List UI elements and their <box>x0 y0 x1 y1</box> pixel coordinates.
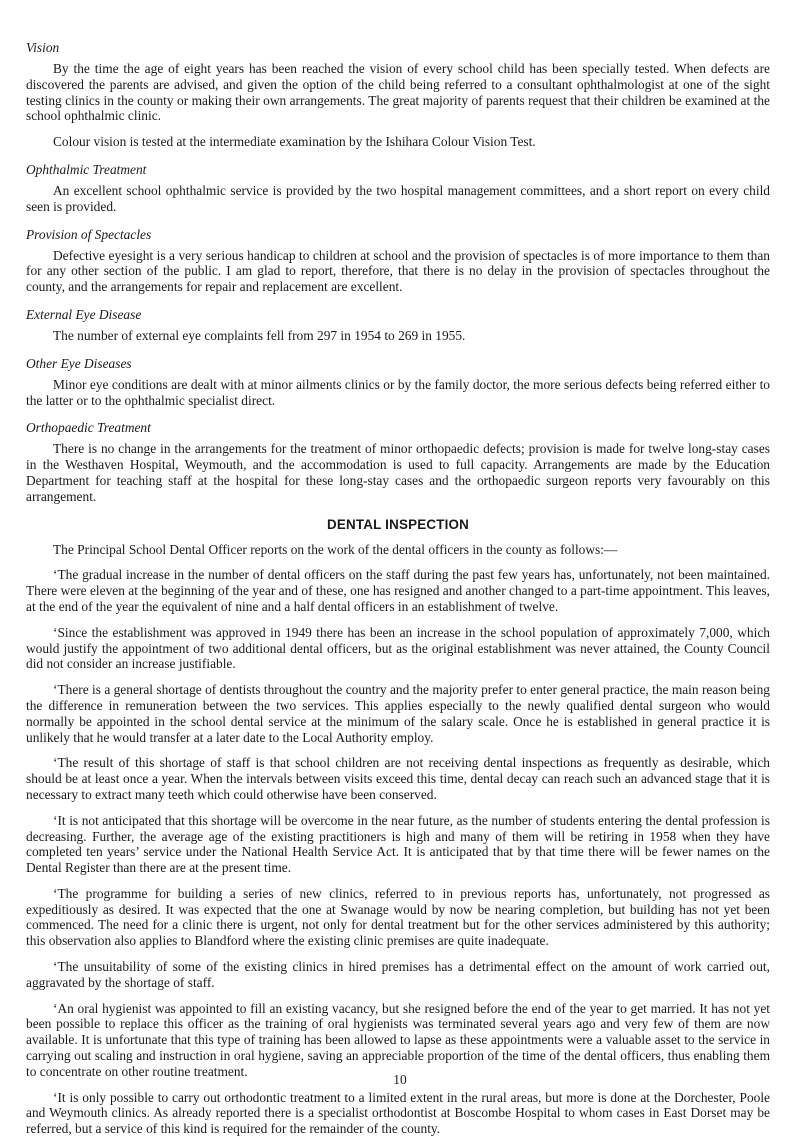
section-vision <box>26 40 770 150</box>
paragraph: ‘It is only possible to carry out orthodontic treatment to a limited extent in the rural areas, but more is done at the Dorchester, Poole and Weymouth clinics. As already reported there is a specialist orthodontist at Boscombe Hospital to whom cases in East Dorset may be referred, but a service of this kind is required for the remainder of the county. <box>26 1089 770 1137</box>
paragraph: ‘There is a general shortage of dentists throughout the country and the majority prefer to enter general practice, the main reason being the difference in remuneration between the two services. This applies especially to the newly qualified dental surgeon who would normally be appointed in the school dental service at the minimum of the salary scale. Once he is established in general practice it is unlikely that he would transfer at a later date to the Local Authority employ. <box>26 682 770 745</box>
page-number: 10 <box>393 1072 407 1087</box>
paragraph: The Principal School Dental Officer reports on the work of the dental officers in the county as follows:— <box>53 541 618 557</box>
paragraph: Defective eyesight is a very serious handicap to children at school and the provision of spectacles is of more importance to them than for any other section of the public. I am glad to report, therefore, that there is no delay in the provision of spectacles throughout the county, and the arrangements for repair and replacement are excellent. <box>26 247 770 295</box>
paragraph: ‘An oral hygienist was appointed to fill an existing vacancy, but she resigned before the end of the year to get married. It has not yet been possible to replace this officer as the training of oral hygienists was terminated several years ago and very few of them are now available. It is unfortunate that this type of training has been allowed to lapse as these appointments were a valuable asset to the service in carrying out scaling and instruction in oral hygiene, saving an appreciable proportion of the time of the dental officers, thus enabling them to concentrate on other routine treatment. <box>26 1000 770 1079</box>
dental-inspection-heading: DENTAL INSPECTION <box>326 516 470 532</box>
section-orthopaedic-treatment <box>26 420 770 504</box>
section-ophthalmic-treatment <box>26 162 770 215</box>
paragraph: The number of external eye complaints fell from 297 in 1954 to 269 in 1955. <box>53 327 466 343</box>
paragraph: ‘The result of this shortage of staff is that school children are not receiving dental inspections as frequently as desirable, which should be at least once a year. When the intervals between visits exceed this time, dental decay can reach such an advanced stage that it is necessary to extract many teeth which could otherwise have been conserved. <box>26 755 770 802</box>
paragraph: ‘The programme for building a series of new clinics, referred to in previous reports has, unfortunately, not progressed as expeditiously as desired. It was expected that the one at Swanage would by now be nearing completion, but building has not yet been commenced. The need for a clinic there is urgent, not only for dental treatment but for the other services administered by this authority; this observation also applies to Blandford where the existing clinic premises are quite inadequate. <box>26 885 770 949</box>
paragraph: There is no change in the arrangements for the treatment of minor orthopaedic defects; provision is made for twelve long-stay cases in the Westhaven Hospital, Weymouth, and the accommodation is used to full capacity. Arrangements are made by the Education Department for teaching staff at the hospital for these long-stay cases and the orthopaedic surgeon reports very favourably on this arrangement. <box>26 441 770 504</box>
section-heading: Other Eye Diseases <box>26 355 132 371</box>
section-heading: Orthopaedic Treatment <box>26 420 151 436</box>
section-other-eye-diseases <box>26 356 770 409</box>
paragraph: ‘It is not anticipated that this shortage will be overcome in the near future, as the number of students entering the dental profession is decreasing. Further, the average age of the existing practitioners is high and many of them will be retiring in 1958 when they have completed ten years’ service under the National Health Service Act. It is anticipated that by that time there will be fewer names on the Dental Register than there are at the present time. <box>26 812 770 876</box>
section-heading: Vision <box>26 40 60 55</box>
paragraph: ‘Since the establishment was approved in 1949 there has been an increase in the school population of approximately 7,000, which would justify the appointment of two additional dental officers, but as the original establishment was never attained, the County Council did not consider an increase justifiable. <box>26 624 770 672</box>
section-heading: External Eye Disease <box>26 306 142 322</box>
section-dental-inspection <box>26 517 770 1137</box>
paragraph: ‘The unsuitability of some of the existing clinics in hired premises has a detrimental effect on the amount of work carried out, aggravated by the shortage of staff. <box>26 959 770 990</box>
paragraph: Minor eye conditions are dealt with at minor ailments clinics or by the family doctor, the more serious defects being referred either to the latter or to the ophthalmic specialist direct. <box>26 376 770 408</box>
section-heading: Provision of Spectacles <box>26 226 152 242</box>
paragraph: ‘The gradual increase in the number of dental officers on the staff during the past few years has, unfortunately, not been maintained. There were eleven at the beginning of the year and of these, one has resigned and another changed to a part-time appointment. This leaves, at the end of the year the equivalent of nine and a half dental officers in an establishment of twelve. <box>26 567 770 614</box>
section-heading: Ophthalmic Treatment <box>26 161 147 177</box>
section-provision-of-spectacles <box>26 227 770 295</box>
paragraph: Colour vision is tested at the intermediate examination by the Ishihara Colour Vision Test. <box>53 134 536 150</box>
paragraph: By the time the age of eight years has been reached the vision of every school child has been specially tested. When defects are discovered the parents are advised, and given the option of the child being referred to a consultant ophthalmologist at one of the sight testing clinics in the county or making their own arrangements. The great majority of parents request that their children be examined at the school ophthalmic clinic. <box>26 61 770 124</box>
paragraph: An excellent school ophthalmic service is provided by the two hospital management committees, and a short report on every child seen is provided. <box>26 182 770 214</box>
section-external-eye-disease <box>26 307 770 344</box>
